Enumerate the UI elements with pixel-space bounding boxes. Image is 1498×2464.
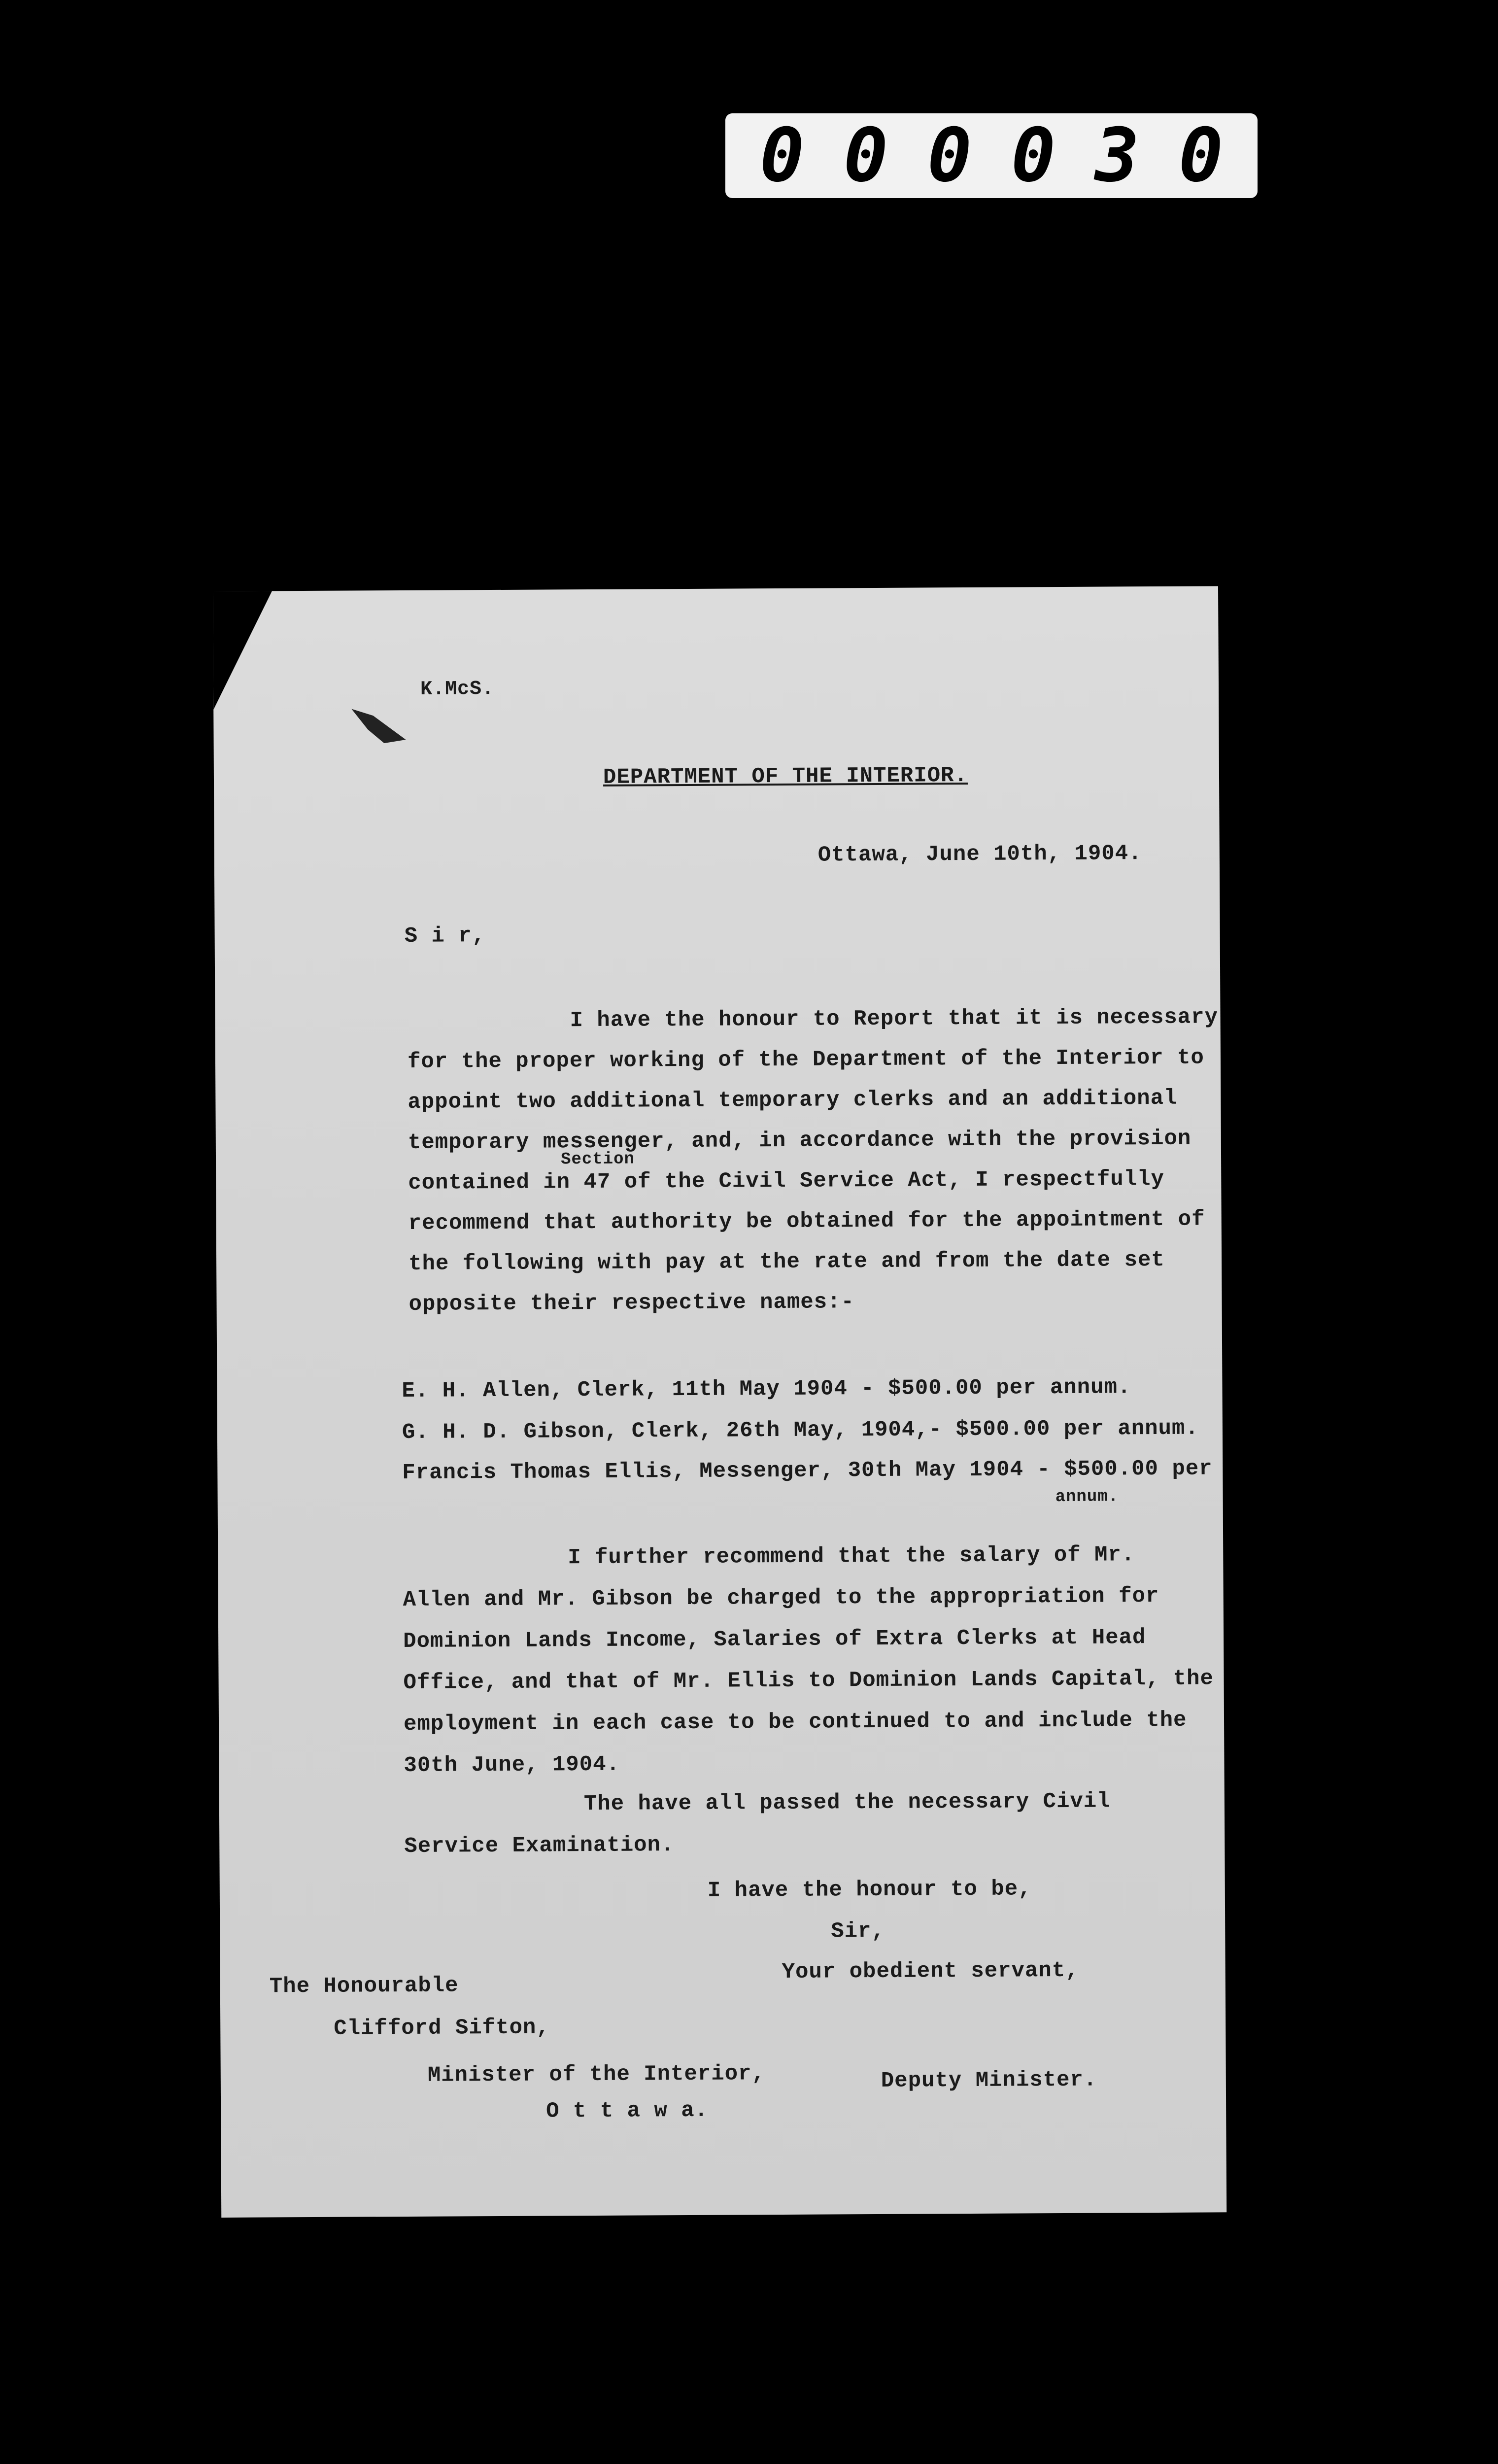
paper-tear <box>351 709 406 744</box>
paragraph-1-line: temporary messenger, and, in accordance with the provision <box>408 1126 1192 1155</box>
paragraph-2-line: I further recommend that the salary of Mr. <box>568 1542 1135 1571</box>
appointee-line: G. H. D. Gibson, Clerk, 26th May, 1904,- $500.00 per annum. <box>402 1416 1199 1445</box>
addressee-line: O t t a w a. <box>546 2098 709 2124</box>
dateline: Ottawa, June 10th, 1904. <box>817 841 1142 868</box>
frame-digit: 0 <box>843 113 888 199</box>
letter-sheet <box>213 586 1226 2218</box>
paragraph-2-line: Office, and that of Mr. Ellis to Dominion Lands Capital, the <box>403 1666 1214 1696</box>
paragraph-2-line: Dominion Lands Income, Salaries of Extra Clerks at Head <box>403 1625 1146 1654</box>
frame-digit: 0 <box>1011 113 1056 199</box>
signature-title: Deputy Minister. <box>881 2067 1097 2093</box>
paragraph-1-line: I have the honour to Report that it is necessary <box>570 1005 1219 1033</box>
appointee-line: E. H. Allen, Clerk, 11th May 1904 - $500.00 per annum. <box>402 1375 1131 1404</box>
addressee-line: Minister of the Interior, <box>427 2061 766 2088</box>
letter-heading: DEPARTMENT OF THE INTERIOR. <box>603 763 968 790</box>
addressee-line: Clifford Sifton, <box>334 2015 550 2041</box>
paragraph-1-line: appoint two additional temporary clerks and an additional <box>408 1086 1178 1115</box>
frame-digit: 0 <box>927 113 972 199</box>
folded-corner <box>213 591 272 710</box>
appointee-line: Francis Thomas Ellis, Messenger, 30th May 1904 - $500.00 per <box>402 1456 1213 1486</box>
appointee-line-tail: annum. <box>1055 1487 1119 1507</box>
closing-line: I have the honour to be, <box>707 1877 1032 1903</box>
salutation: S i r, <box>404 924 486 949</box>
frame-digit: 0 <box>1178 113 1224 199</box>
paragraph-1-line: opposite their respective names:- <box>409 1290 855 1317</box>
addressee-line: The Honourable <box>269 1973 459 1999</box>
paragraph-1-line: for the proper working of the Department of the Interior to <box>407 1045 1204 1074</box>
frame-counter <box>725 113 1258 198</box>
closing-line: Sir, <box>831 1918 885 1944</box>
handwritten-insertion: Section <box>560 1150 635 1169</box>
paragraph-3-line: The have all passed the necessary Civil <box>583 1789 1111 1817</box>
paragraph-2-line: employment in each case to be continued to and include the <box>403 1708 1187 1737</box>
typist-initials: K.McS. <box>420 678 495 701</box>
paragraph-2-line: Allen and Mr. Gibson be charged to the appropriation for <box>403 1583 1159 1613</box>
paragraph-1-line: contained in 47 of the Civil Service Act, I respectfully <box>408 1166 1165 1196</box>
closing-line: Your obedient servant, <box>782 1958 1079 1985</box>
paragraph-2-line: 30th June, 1904. <box>404 1752 620 1779</box>
frame-digit: 0 <box>759 113 805 199</box>
paragraph-1-line: recommend that authority be obtained for the appointment of <box>408 1207 1205 1236</box>
frame-digit: 3 <box>1094 113 1140 199</box>
paragraph-3-line: Service Examination. <box>404 1833 675 1859</box>
paragraph-1-line: the following with pay at the rate and from the date set <box>409 1247 1165 1276</box>
